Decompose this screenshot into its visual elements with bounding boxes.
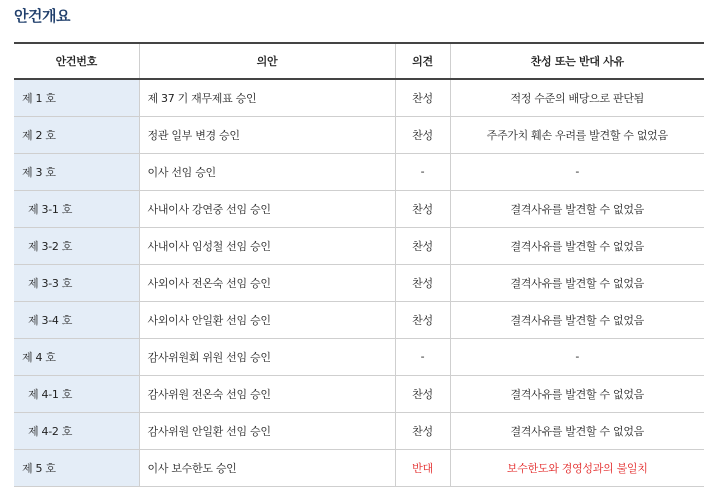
agenda-number: 제 1 호 [14, 79, 139, 116]
reason-cell: 결격사유를 발견할 수 없었음 [450, 375, 704, 412]
header-reason: 찬성 또는 반대 사유 [450, 43, 704, 79]
agenda-table [14, 42, 704, 487]
agenda-title: 제 37 기 재무제표 승인 [139, 79, 395, 116]
reason-cell: 결격사유를 발견할 수 없었음 [450, 227, 704, 264]
table-header-row [14, 43, 704, 79]
table-row [14, 153, 704, 190]
opinion-cell: 찬성 [395, 412, 450, 449]
table-row [14, 116, 704, 153]
opinion-cell: 찬성 [395, 264, 450, 301]
reason-cell: 보수한도와 경영성과의 불일치 [450, 449, 704, 486]
reason-cell: 적정 수준의 배당으로 판단됨 [450, 79, 704, 116]
reason-cell: - [450, 338, 704, 375]
header-agenda-number: 안건번호 [14, 43, 139, 79]
agenda-title: 감사위원 전온숙 선임 승인 [139, 375, 395, 412]
opinion-cell: 찬성 [395, 190, 450, 227]
agenda-number: 제 4-1 호 [14, 375, 139, 412]
header-agenda-title: 의안 [139, 43, 395, 79]
agenda-title: 감사위원회 위원 선임 승인 [139, 338, 395, 375]
opinion-cell: 찬성 [395, 79, 450, 116]
agenda-title: 사외이사 안일환 선임 승인 [139, 301, 395, 338]
agenda-number: 제 3-2 호 [14, 227, 139, 264]
agenda-number: 제 3 호 [14, 153, 139, 190]
agenda-number: 제 4 호 [14, 338, 139, 375]
reason-cell: 결격사유를 발견할 수 없었음 [450, 190, 704, 227]
table-row [14, 375, 704, 412]
agenda-title: 이사 보수한도 승인 [139, 449, 395, 486]
agenda-title: 감사위원 안일환 선임 승인 [139, 412, 395, 449]
table-row [14, 412, 704, 449]
agenda-title: 사내이사 임성철 선임 승인 [139, 227, 395, 264]
table-row [14, 227, 704, 264]
table-row [14, 264, 704, 301]
header-opinion: 의견 [395, 43, 450, 79]
opinion-cell: 찬성 [395, 116, 450, 153]
table-row [14, 301, 704, 338]
reason-cell: 결격사유를 발견할 수 없었음 [450, 412, 704, 449]
opinion-cell: 반대 [395, 449, 450, 486]
opinion-cell: 찬성 [395, 301, 450, 338]
agenda-title: 사외이사 전온숙 선임 승인 [139, 264, 395, 301]
opinion-cell: - [395, 338, 450, 375]
table-row [14, 449, 704, 486]
opinion-cell: - [395, 153, 450, 190]
opinion-cell: 찬성 [395, 227, 450, 264]
agenda-number: 제 4-2 호 [14, 412, 139, 449]
reason-cell: 결격사유를 발견할 수 없었음 [450, 264, 704, 301]
agenda-number: 제 3-3 호 [14, 264, 139, 301]
opinion-cell: 찬성 [395, 375, 450, 412]
reason-cell: - [450, 153, 704, 190]
table-row [14, 79, 704, 116]
agenda-title: 사내이사 강연중 선임 승인 [139, 190, 395, 227]
agenda-title: 이사 선임 승인 [139, 153, 395, 190]
agenda-number: 제 5 호 [14, 449, 139, 486]
table-row [14, 190, 704, 227]
agenda-title: 정관 일부 변경 승인 [139, 116, 395, 153]
reason-cell: 주주가치 훼손 우려를 발견할 수 없었음 [450, 116, 704, 153]
section-title: 안건개요 [14, 7, 70, 25]
agenda-number: 제 2 호 [14, 116, 139, 153]
reason-cell: 결격사유를 발견할 수 없었음 [450, 301, 704, 338]
table-row [14, 338, 704, 375]
agenda-number: 제 3-1 호 [14, 190, 139, 227]
agenda-number: 제 3-4 호 [14, 301, 139, 338]
